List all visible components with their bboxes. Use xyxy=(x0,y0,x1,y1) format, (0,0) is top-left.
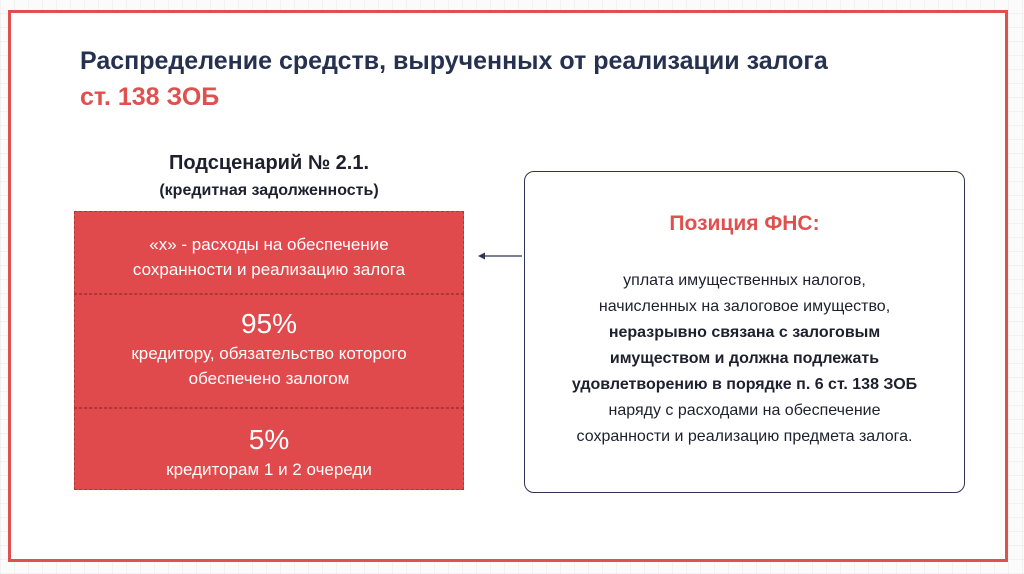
fns-title: Позиция ФНС: xyxy=(669,212,820,235)
priority-creditors-percent: 5% xyxy=(248,424,290,455)
expenses-line-2: сохранности и реализацию залога xyxy=(132,260,406,279)
fns-body xyxy=(525,268,964,450)
fns-line-6: наряду с расходами на обеспечение xyxy=(608,402,881,419)
slide-title: Распределение средств, вырученных от реализации залога xyxy=(80,47,828,75)
scenario-subtitle: (кредитная задолженность) xyxy=(159,182,379,199)
slide-title-article: ст. 138 ЗОБ xyxy=(80,83,220,111)
fns-line-1: уплата имущественных налогов, xyxy=(623,272,866,289)
priority-creditors-block xyxy=(74,408,464,490)
fns-line-4: имуществом и должна подлежать xyxy=(609,350,880,367)
expenses-block xyxy=(74,211,464,294)
expenses-line-1: «х» - расходы на обеспечение xyxy=(149,235,389,254)
secured-creditor-percent: 95% xyxy=(240,308,298,339)
fns-line-7: сохранности и реализацию предмета залога. xyxy=(576,428,913,445)
fns-line-5: удовлетворению в порядке п. 6 ст. 138 ЗОБ xyxy=(571,376,918,393)
secured-creditor-line-1: кредитору, обязательство которого xyxy=(131,344,407,363)
priority-creditors-line-1: кредиторам 1 и 2 очереди xyxy=(166,460,372,479)
arrow-left-icon xyxy=(478,251,522,261)
fns-line-2: начисленных на залоговое имущество, xyxy=(598,298,891,315)
fns-position-box xyxy=(524,171,965,493)
scenario-title: Подсценарий № 2.1. xyxy=(168,152,370,174)
fns-line-3: неразрывно связана с залоговым xyxy=(608,324,881,341)
secured-creditor-block xyxy=(74,294,464,408)
secured-creditor-line-2: обеспечено залогом xyxy=(188,369,350,388)
